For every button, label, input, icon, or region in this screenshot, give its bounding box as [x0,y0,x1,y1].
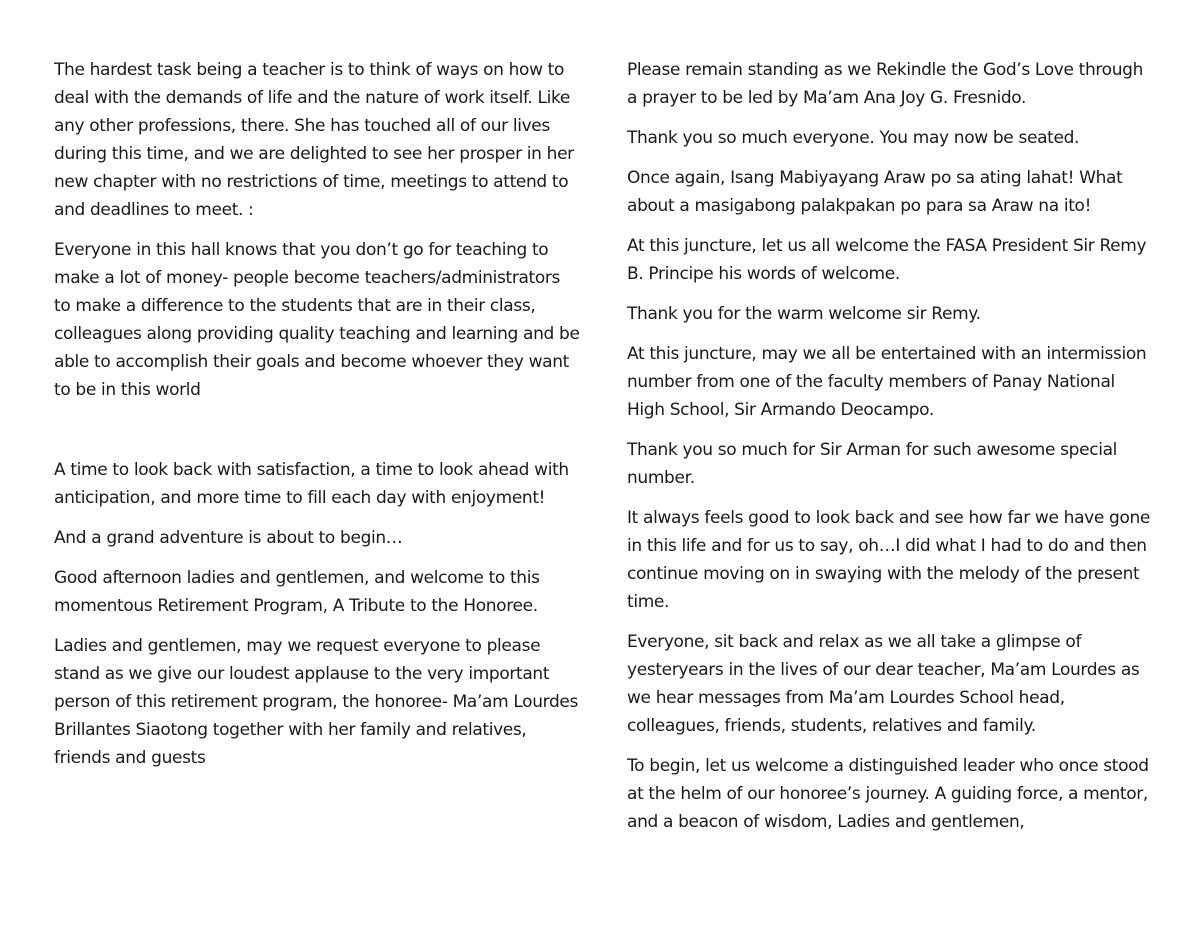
paragraph-request-stand: Ladies and gentlemen, may we request everyone to please stand as we give our loudest applause to the very important person of this retirement program, the honoree- Ma’am Lourdes Brillantes Siaotong together with her family and relatives, friends and guests [54,636,579,768]
paragraph-good-afternoon: Good afternoon ladies and gentlemen, and welcome to this momentous Retirement Program, A Tribute to the Honoree. [54,568,540,616]
paragraph-intermission: At this juncture, may we all be entertained with an intermission number from one of the faculty members of Panay National High School, Sir Armando Deocampo. [627,344,1147,420]
paragraph-time-to-look-back: A time to look back with satisfaction, a time to look ahead with anticipation, and more time to fill each day with enjoyment! [54,460,569,508]
paragraph-once-again: Once again, Isang Mabiyayang Araw po sa ating lahat! What about a masigabong palakpakan po para sa Araw na ito! [627,168,1123,216]
blank-line [54,416,580,456]
left-column [54,56,580,784]
paragraph-grand-adventure: And a grand adventure is about to begin… [54,528,403,548]
paragraph-thank-sir-remy: Thank you for the warm welcome sir Remy. [627,304,981,324]
paragraph-everyone-in-hall: Everyone in this hall knows that you don’t go for teaching to make a lot of money- people become teachers/administrators to make a difference to the students that are in their class, colleagues along providing quality teaching and learning and be able to accomplish their goals and become whoever they want to be in this world [54,240,580,400]
paragraph-thank-sir-arman: Thank you so much for Sir Arman for such awesome special number. [627,440,1118,488]
paragraph-to-begin: To begin, let us welcome a distinguished leader who once stood at the helm of our honoree’s journey. A guiding force, a mentor, and a beacon of wisdom, Ladies and gentlemen, [627,756,1149,832]
paragraph-look-back: It always feels good to look back and see how far we have gone in this life and for us to say, oh…I did what I had to do and then continue moving on in swaying with the melody of the present time. [627,508,1151,612]
right-column [627,56,1155,848]
paragraph-thank-you-seated: Thank you so much everyone. You may now be seated. [627,128,1080,148]
paragraph-sit-back: Everyone, sit back and relax as we all take a glimpse of yesteryears in the lives of our dear teacher, Ma’am Lourdes as we hear messages from Ma’am Lourdes School head, colleagues, friends, students, relatives and family. [627,632,1140,736]
paragraph-hardest-task: The hardest task being a teacher is to think of ways on how to deal with the demands of life and the nature of work itself. Like any other professions, there. She has touched all of our lives during this time, and we are delighted to see her prosper in her new chapter with no restrictions of time, meetings to attend to and deadlines to meet. : [54,60,574,220]
paragraph-welcome-fasa-president: At this juncture, let us all welcome the FASA President Sir Remy B. Principe his words of welcome. [627,236,1147,284]
paragraph-remain-standing: Please remain standing as we Rekindle the God’s Love through a prayer to be led by Ma’am Ana Joy G. Fresnido. [627,60,1144,108]
